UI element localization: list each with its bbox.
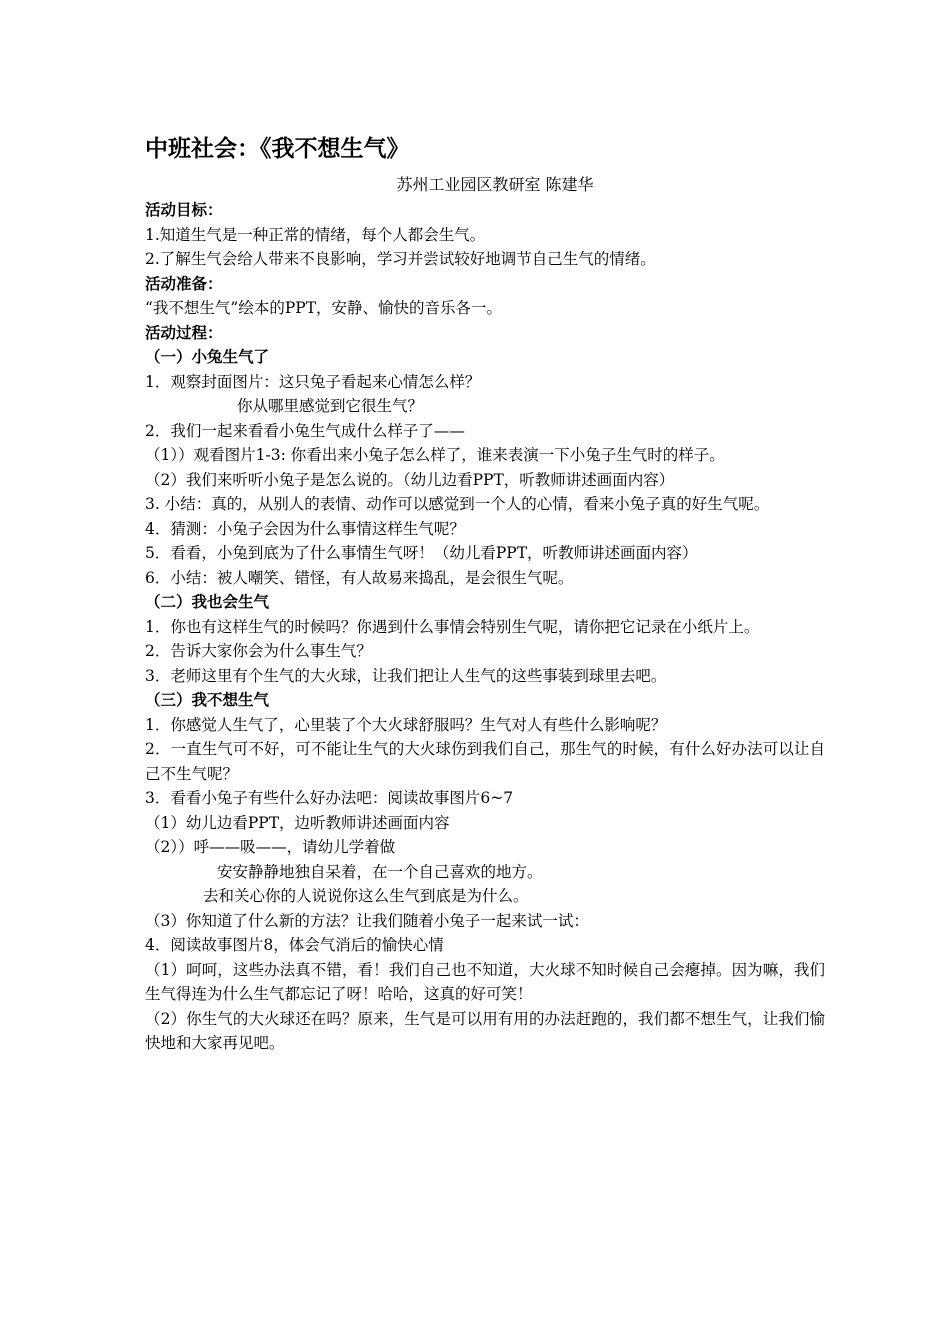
paragraph: 4．猜测：小兔子会因为什么事情这样生气呢？	[145, 519, 465, 538]
goal-item: 1.知道生气是一种正常的情绪，每个人都会生气。	[145, 225, 486, 244]
paragraph: 1．你感觉人生气了，心里装了个大火球舒服吗？生气对人有些什么影响呢？	[145, 715, 667, 734]
paragraph: （3）你知道了什么新的方法？让我们随着小兔子一起来试一试：	[145, 911, 589, 930]
part3-heading: （三）我不想生气	[145, 691, 270, 709]
page-title: 中班社会：《我不想生气》	[145, 136, 410, 162]
paragraph: 3. 小结：真的，从别人的表情、动作可以感觉到一个人的心情，看来小兔子真的好生气呢。	[145, 495, 770, 513]
paragraph: 5．看看，小兔到底为了什么事情生气呀！（幼儿看PPT，听教师讲述画面内容）	[145, 544, 698, 562]
paragraph: 去和关心你的人说说你这么生气到底是为什么。	[203, 887, 529, 905]
document-page	[145, 130, 825, 1056]
paragraph: 6．小结：被人嘲笑、错怪，有人故易来捣乱，是会很生气呢。	[145, 568, 574, 587]
part2-heading: （二）我也会生气	[145, 593, 270, 611]
author-line: 苏州工业园区教研室 陈建华	[396, 175, 594, 194]
paragraph: （1））观看图片1-3: 你看出来小兔子怎么样了，谁来表演一下小兔子生气时的样子。	[145, 446, 725, 464]
paragraph: 你从哪里感觉到它很生气？	[237, 397, 424, 415]
paragraph: （2）你生气的大火球还在吗？原来，生气是可以用有用的办法赶跑的，我们都不想生气，让我们愉快地和大家再见吧。	[145, 1009, 825, 1052]
paragraph: （2））呼——吸——，请幼儿学着做	[145, 838, 396, 856]
paragraph: （1）呵呵，这些办法真不错，看！我们自己也不知道，大火球不知时候自己会瘪掉。因为嘛，我们生气得连为什么生气都忘记了呀！哈哈，这真的好可笑！	[145, 960, 825, 1003]
paragraph: 1．你也有这样生气的时候吗？你遇到什么事情会特别生气呢，请你把它记录在小纸片上。	[145, 617, 760, 636]
paragraph: 3．看看小兔子有些什么好办法吧：阅读故事图片6~7	[145, 789, 514, 807]
part1-heading: （一）小兔生气了	[145, 348, 270, 366]
paragraph: 4．阅读故事图片8，体会气消后的愉快心情	[145, 936, 444, 954]
goal-item: 2.了解生气会给人带来不良影响，学习并尝试较好地调节自己生气的情绪。	[145, 250, 656, 268]
paragraph: 2．告诉大家你会为什么事生气？	[145, 642, 372, 660]
paragraph: 2．我们一起来看看小兔生气成什么样子了——	[145, 421, 465, 440]
process-heading: 活动过程：	[145, 323, 223, 342]
prep-text: “我不想生气”绘本的PPT，安静、愉快的音乐各一。	[145, 299, 503, 317]
paragraph: （1）幼儿边看PPT，边听教师讲述画面内容	[145, 813, 450, 832]
paragraph: （2）我们来听听小兔子是怎么说的。（幼儿边看PPT，听教师讲述画面内容）	[145, 470, 675, 489]
paragraph: 3．老师这里有个生气的大火球，让我们把让人生气的这些事装到球里去吧。	[145, 666, 667, 685]
paragraph: 2．一直生气可不好，可不能让生气的大火球伤到我们自己，那生气的时候，有什么好办法可以让自己不生气呢？	[145, 740, 825, 783]
goal-heading: 活动目标：	[145, 201, 223, 219]
paragraph: 1．观察封面图片：这只兔子看起来心情怎么样？	[145, 372, 481, 391]
prep-heading: 活动准备：	[145, 274, 223, 293]
paragraph: 安安静静地独自呆着，在一个自己喜欢的地方。	[217, 862, 543, 881]
